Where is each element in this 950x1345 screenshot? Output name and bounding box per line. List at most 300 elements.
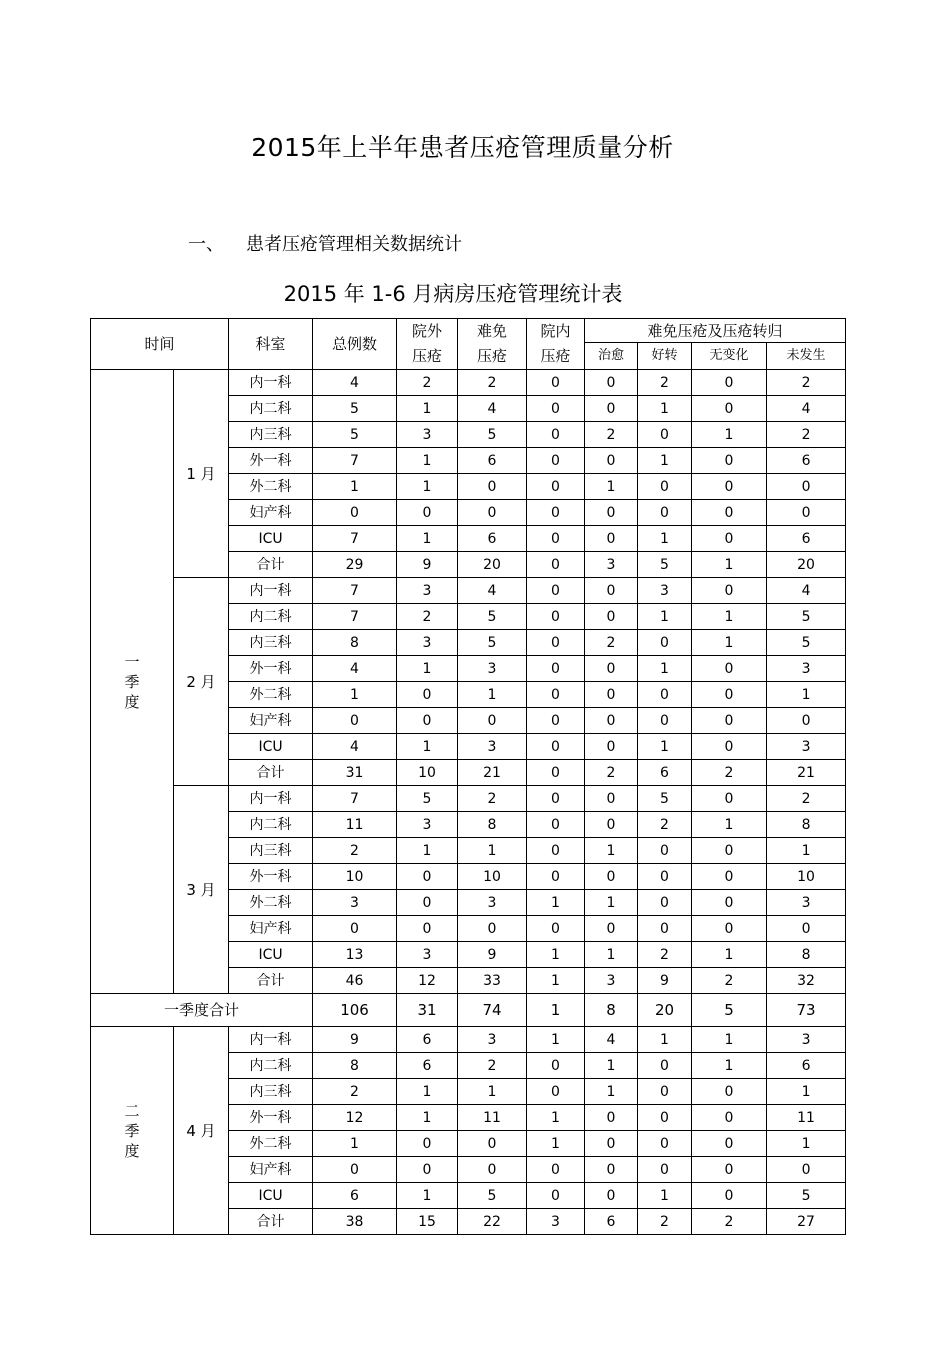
- value-cell: 9: [397, 552, 458, 578]
- value-cell: 8: [313, 630, 397, 656]
- value-cell: 31: [313, 760, 397, 786]
- value-cell: 3: [767, 1027, 846, 1053]
- value-cell: 0: [638, 864, 692, 890]
- header-unchanged: 无变化: [692, 343, 767, 370]
- dept-cell: 外一科: [229, 656, 313, 682]
- value-cell: 0: [527, 786, 585, 812]
- value-cell: 2: [585, 422, 638, 448]
- value-cell: 0: [585, 1131, 638, 1157]
- value-cell: 5: [458, 1183, 527, 1209]
- value-cell: 12: [397, 968, 458, 994]
- value-cell: 3: [527, 1209, 585, 1235]
- value-cell: 5: [458, 422, 527, 448]
- dept-cell: 合计: [229, 968, 313, 994]
- value-cell: 0: [638, 682, 692, 708]
- dept-cell: 妇产科: [229, 916, 313, 942]
- value-cell: 0: [527, 604, 585, 630]
- value-cell: 6: [638, 760, 692, 786]
- value-cell: 3: [767, 890, 846, 916]
- value-cell: 10: [458, 864, 527, 890]
- value-cell: 10: [397, 760, 458, 786]
- value-cell: 2: [638, 942, 692, 968]
- value-cell: 0: [692, 396, 767, 422]
- value-cell: 2: [313, 1079, 397, 1105]
- header-row-1: [91, 319, 846, 343]
- value-cell: 0: [527, 500, 585, 526]
- quarter-label-text: 一季度: [124, 652, 140, 711]
- value-cell: 0: [585, 448, 638, 474]
- value-cell: 7: [313, 448, 397, 474]
- value-cell: 6: [585, 1209, 638, 1235]
- value-cell: 0: [527, 630, 585, 656]
- value-cell: 5: [458, 604, 527, 630]
- value-cell: 5: [313, 396, 397, 422]
- dept-cell: 内三科: [229, 838, 313, 864]
- value-cell: 0: [692, 656, 767, 682]
- quarter-total-value: 5: [692, 994, 767, 1027]
- dept-cell: ICU: [229, 734, 313, 760]
- value-cell: 3: [313, 890, 397, 916]
- document-title: 2015年上半年患者压疮管理质量分析: [251, 133, 674, 162]
- value-cell: 8: [458, 812, 527, 838]
- value-cell: 0: [397, 500, 458, 526]
- value-cell: 0: [692, 708, 767, 734]
- value-cell: 11: [313, 812, 397, 838]
- value-cell: 0: [397, 864, 458, 890]
- dept-cell: ICU: [229, 526, 313, 552]
- value-cell: 5: [397, 786, 458, 812]
- value-cell: 0: [638, 1079, 692, 1105]
- value-cell: 1: [638, 1183, 692, 1209]
- dept-cell: 妇产科: [229, 500, 313, 526]
- value-cell: 0: [638, 474, 692, 500]
- value-cell: 2: [638, 812, 692, 838]
- value-cell: 0: [585, 656, 638, 682]
- value-cell: 0: [527, 526, 585, 552]
- dept-cell: 内二科: [229, 604, 313, 630]
- dept-cell: 内一科: [229, 578, 313, 604]
- value-cell: 1: [585, 890, 638, 916]
- dept-cell: 内三科: [229, 630, 313, 656]
- value-cell: 1: [767, 1079, 846, 1105]
- value-cell: 1: [692, 942, 767, 968]
- value-cell: 1: [767, 838, 846, 864]
- value-cell: 0: [585, 864, 638, 890]
- value-cell: 0: [692, 500, 767, 526]
- value-cell: 0: [585, 578, 638, 604]
- value-cell: 2: [692, 1209, 767, 1235]
- section-number: 一、: [188, 234, 224, 255]
- month-label: 4 月: [174, 1027, 229, 1235]
- value-cell: 1: [692, 604, 767, 630]
- value-cell: 2: [638, 370, 692, 396]
- table-title: 2015 年 1-6 月病房压疮管理统计表: [283, 282, 623, 306]
- value-cell: 1: [692, 1027, 767, 1053]
- value-cell: 29: [313, 552, 397, 578]
- value-cell: 0: [692, 578, 767, 604]
- value-cell: 6: [458, 448, 527, 474]
- value-cell: 0: [527, 916, 585, 942]
- value-cell: 1: [638, 396, 692, 422]
- value-cell: 4: [767, 578, 846, 604]
- value-cell: 0: [458, 474, 527, 500]
- value-cell: 5: [767, 604, 846, 630]
- value-cell: 32: [767, 968, 846, 994]
- dept-cell: 外一科: [229, 864, 313, 890]
- value-cell: 3: [585, 552, 638, 578]
- dept-cell: ICU: [229, 1183, 313, 1209]
- value-cell: 6: [397, 1053, 458, 1079]
- dept-cell: 内一科: [229, 786, 313, 812]
- value-cell: 20: [458, 552, 527, 578]
- value-cell: 1: [692, 422, 767, 448]
- value-cell: 2: [397, 370, 458, 396]
- dept-cell: 内二科: [229, 1053, 313, 1079]
- value-cell: 3: [397, 422, 458, 448]
- value-cell: 46: [313, 968, 397, 994]
- value-cell: 0: [527, 552, 585, 578]
- value-cell: 0: [527, 812, 585, 838]
- value-cell: 1: [397, 1079, 458, 1105]
- value-cell: 0: [638, 916, 692, 942]
- value-cell: 0: [397, 1157, 458, 1183]
- value-cell: 1: [458, 1079, 527, 1105]
- value-cell: 1: [638, 1027, 692, 1053]
- value-cell: 0: [767, 1157, 846, 1183]
- value-cell: 0: [397, 682, 458, 708]
- dept-cell: 内二科: [229, 396, 313, 422]
- value-cell: 1: [692, 812, 767, 838]
- value-cell: 0: [692, 864, 767, 890]
- value-cell: 0: [585, 916, 638, 942]
- value-cell: 6: [313, 1183, 397, 1209]
- header-unavoidable: [458, 319, 527, 370]
- quarter-total-value: 8: [585, 994, 638, 1027]
- value-cell: 1: [313, 682, 397, 708]
- value-cell: 10: [767, 864, 846, 890]
- value-cell: 1: [638, 734, 692, 760]
- value-cell: 22: [458, 1209, 527, 1235]
- value-cell: 0: [692, 1079, 767, 1105]
- dept-cell: 外二科: [229, 890, 313, 916]
- value-cell: 0: [767, 708, 846, 734]
- value-cell: 15: [397, 1209, 458, 1235]
- value-cell: 1: [585, 1079, 638, 1105]
- value-cell: 0: [692, 838, 767, 864]
- header-improved: 好转: [638, 343, 692, 370]
- value-cell: 4: [767, 396, 846, 422]
- dept-cell: 内二科: [229, 812, 313, 838]
- value-cell: 4: [458, 578, 527, 604]
- value-cell: 2: [313, 838, 397, 864]
- value-cell: 1: [767, 682, 846, 708]
- value-cell: 3: [397, 578, 458, 604]
- header-outside: [397, 319, 458, 370]
- value-cell: 5: [638, 786, 692, 812]
- header-time: 时间: [91, 319, 229, 370]
- value-cell: 3: [458, 1027, 527, 1053]
- value-cell: 1: [313, 474, 397, 500]
- value-cell: 1: [527, 1105, 585, 1131]
- value-cell: 1: [585, 942, 638, 968]
- dept-cell: 妇产科: [229, 708, 313, 734]
- value-cell: 21: [767, 760, 846, 786]
- value-cell: 1: [397, 396, 458, 422]
- value-cell: 0: [692, 1157, 767, 1183]
- dept-cell: 内三科: [229, 1079, 313, 1105]
- value-cell: 0: [585, 1183, 638, 1209]
- value-cell: 0: [527, 1053, 585, 1079]
- value-cell: 8: [767, 812, 846, 838]
- value-cell: 2: [458, 1053, 527, 1079]
- value-cell: 7: [313, 578, 397, 604]
- value-cell: 0: [527, 864, 585, 890]
- value-cell: 21: [458, 760, 527, 786]
- value-cell: 38: [313, 1209, 397, 1235]
- value-cell: 2: [458, 370, 527, 396]
- table-row: [91, 370, 846, 396]
- value-cell: 0: [458, 916, 527, 942]
- value-cell: 6: [458, 526, 527, 552]
- value-cell: 0: [767, 916, 846, 942]
- value-cell: 0: [397, 916, 458, 942]
- value-cell: 0: [638, 890, 692, 916]
- header-inside-line2: 压疮: [540, 347, 571, 365]
- value-cell: 1: [638, 526, 692, 552]
- value-cell: 0: [692, 1105, 767, 1131]
- month-label: 1 月: [174, 370, 229, 578]
- dept-cell: 内三科: [229, 422, 313, 448]
- value-cell: 0: [638, 630, 692, 656]
- value-cell: 5: [458, 630, 527, 656]
- section-heading: [188, 230, 462, 256]
- value-cell: 0: [585, 812, 638, 838]
- value-cell: 0: [458, 1131, 527, 1157]
- value-cell: 0: [585, 682, 638, 708]
- header-unavoidable-line2: 压疮: [477, 347, 508, 365]
- value-cell: 0: [585, 1105, 638, 1131]
- header-not-occurred: 未发生: [767, 343, 846, 370]
- dept-cell: 合计: [229, 760, 313, 786]
- quarter-total-value: 106: [313, 994, 397, 1027]
- value-cell: 0: [585, 786, 638, 812]
- value-cell: 0: [527, 1079, 585, 1105]
- value-cell: 0: [585, 500, 638, 526]
- value-cell: 0: [313, 708, 397, 734]
- value-cell: 4: [313, 656, 397, 682]
- quarter-total-value: 73: [767, 994, 846, 1027]
- value-cell: 0: [638, 1105, 692, 1131]
- value-cell: 2: [585, 760, 638, 786]
- value-cell: 12: [313, 1105, 397, 1131]
- dept-cell: 外二科: [229, 1131, 313, 1157]
- dept-cell: 妇产科: [229, 1157, 313, 1183]
- value-cell: 2: [767, 370, 846, 396]
- dept-cell: ICU: [229, 942, 313, 968]
- value-cell: 2: [692, 968, 767, 994]
- value-cell: 27: [767, 1209, 846, 1235]
- value-cell: 9: [458, 942, 527, 968]
- value-cell: 0: [527, 734, 585, 760]
- value-cell: 1: [638, 656, 692, 682]
- quarter-total-label: 一季度合计: [91, 994, 313, 1027]
- value-cell: 2: [692, 760, 767, 786]
- table-row: [91, 786, 846, 812]
- value-cell: 10: [313, 864, 397, 890]
- value-cell: 2: [638, 1209, 692, 1235]
- table-row: [91, 1027, 846, 1053]
- header-unavoidable-line1: 难免: [477, 322, 508, 340]
- value-cell: 0: [692, 1183, 767, 1209]
- value-cell: 1: [638, 448, 692, 474]
- value-cell: 2: [397, 604, 458, 630]
- value-cell: 13: [313, 942, 397, 968]
- value-cell: 3: [585, 968, 638, 994]
- value-cell: 0: [638, 708, 692, 734]
- value-cell: 1: [527, 942, 585, 968]
- value-cell: 4: [313, 734, 397, 760]
- value-cell: 6: [767, 526, 846, 552]
- value-cell: 1: [527, 890, 585, 916]
- quarter-label: [91, 370, 174, 994]
- value-cell: 11: [767, 1105, 846, 1131]
- value-cell: 8: [767, 942, 846, 968]
- value-cell: 7: [313, 604, 397, 630]
- quarter-total-value: 74: [458, 994, 527, 1027]
- value-cell: 33: [458, 968, 527, 994]
- dept-cell: 合计: [229, 552, 313, 578]
- value-cell: 1: [458, 682, 527, 708]
- value-cell: 1: [397, 838, 458, 864]
- value-cell: 1: [692, 630, 767, 656]
- value-cell: 2: [458, 786, 527, 812]
- value-cell: 0: [527, 396, 585, 422]
- value-cell: 0: [767, 474, 846, 500]
- value-cell: 0: [527, 708, 585, 734]
- value-cell: 3: [458, 890, 527, 916]
- value-cell: 0: [458, 708, 527, 734]
- value-cell: 5: [313, 422, 397, 448]
- value-cell: 0: [692, 786, 767, 812]
- value-cell: 3: [397, 942, 458, 968]
- value-cell: 1: [397, 734, 458, 760]
- value-cell: 0: [638, 1157, 692, 1183]
- quarter-total-value: 31: [397, 994, 458, 1027]
- value-cell: 7: [313, 786, 397, 812]
- value-cell: 2: [585, 630, 638, 656]
- value-cell: 0: [458, 500, 527, 526]
- value-cell: 1: [527, 1131, 585, 1157]
- dept-cell: 外二科: [229, 474, 313, 500]
- value-cell: 1: [397, 448, 458, 474]
- month-label: 2 月: [174, 578, 229, 786]
- quarter-total-value: 20: [638, 994, 692, 1027]
- header-outside-line1: 院外: [412, 322, 443, 340]
- value-cell: 9: [638, 968, 692, 994]
- section-heading-text: 患者压疮管理相关数据统计: [246, 234, 462, 255]
- value-cell: 0: [585, 526, 638, 552]
- value-cell: 3: [767, 734, 846, 760]
- header-inside: [527, 319, 585, 370]
- quarter-total-value: 1: [527, 994, 585, 1027]
- pressure-ulcer-stats-table: [90, 318, 846, 1235]
- value-cell: 2: [767, 422, 846, 448]
- value-cell: 0: [527, 370, 585, 396]
- value-cell: 0: [767, 500, 846, 526]
- value-cell: 1: [397, 1183, 458, 1209]
- value-cell: 0: [527, 474, 585, 500]
- value-cell: 11: [458, 1105, 527, 1131]
- value-cell: 0: [692, 370, 767, 396]
- dept-cell: 内一科: [229, 370, 313, 396]
- value-cell: 3: [458, 656, 527, 682]
- value-cell: 1: [397, 656, 458, 682]
- value-cell: 0: [527, 422, 585, 448]
- value-cell: 0: [585, 1157, 638, 1183]
- value-cell: 3: [458, 734, 527, 760]
- value-cell: 5: [767, 630, 846, 656]
- value-cell: 0: [585, 708, 638, 734]
- header-outside-line2: 压疮: [412, 347, 443, 365]
- value-cell: 0: [692, 1131, 767, 1157]
- value-cell: 0: [692, 916, 767, 942]
- value-cell: 1: [638, 604, 692, 630]
- quarter-label: [91, 1027, 174, 1235]
- value-cell: 0: [585, 604, 638, 630]
- value-cell: 0: [527, 760, 585, 786]
- header-cured: 治愈: [585, 343, 638, 370]
- header-outcome-group: 难免压疮及压疮转归: [585, 319, 846, 343]
- value-cell: 0: [692, 526, 767, 552]
- value-cell: 0: [638, 1053, 692, 1079]
- value-cell: 3: [397, 812, 458, 838]
- header-total: 总例数: [313, 319, 397, 370]
- value-cell: 0: [397, 708, 458, 734]
- value-cell: 3: [638, 578, 692, 604]
- value-cell: 0: [397, 1131, 458, 1157]
- value-cell: 0: [638, 500, 692, 526]
- value-cell: 7: [313, 526, 397, 552]
- value-cell: 0: [585, 396, 638, 422]
- value-cell: 0: [458, 1157, 527, 1183]
- value-cell: 3: [397, 630, 458, 656]
- value-cell: 0: [527, 578, 585, 604]
- value-cell: 1: [397, 1105, 458, 1131]
- value-cell: 1: [313, 1131, 397, 1157]
- dept-cell: 内一科: [229, 1027, 313, 1053]
- month-label: 3 月: [174, 786, 229, 994]
- value-cell: 0: [527, 1183, 585, 1209]
- table-body: [91, 370, 846, 1235]
- value-cell: 0: [527, 838, 585, 864]
- value-cell: 0: [692, 448, 767, 474]
- value-cell: 0: [638, 838, 692, 864]
- value-cell: 20: [767, 552, 846, 578]
- value-cell: 0: [313, 916, 397, 942]
- value-cell: 0: [692, 734, 767, 760]
- value-cell: 1: [767, 1131, 846, 1157]
- quarter-total-row: [91, 994, 846, 1027]
- value-cell: 0: [313, 1157, 397, 1183]
- value-cell: 0: [692, 474, 767, 500]
- value-cell: 1: [692, 552, 767, 578]
- value-cell: 0: [313, 500, 397, 526]
- value-cell: 0: [527, 1157, 585, 1183]
- value-cell: 0: [527, 682, 585, 708]
- dept-cell: 外一科: [229, 448, 313, 474]
- dept-cell: 外一科: [229, 1105, 313, 1131]
- value-cell: 4: [585, 1027, 638, 1053]
